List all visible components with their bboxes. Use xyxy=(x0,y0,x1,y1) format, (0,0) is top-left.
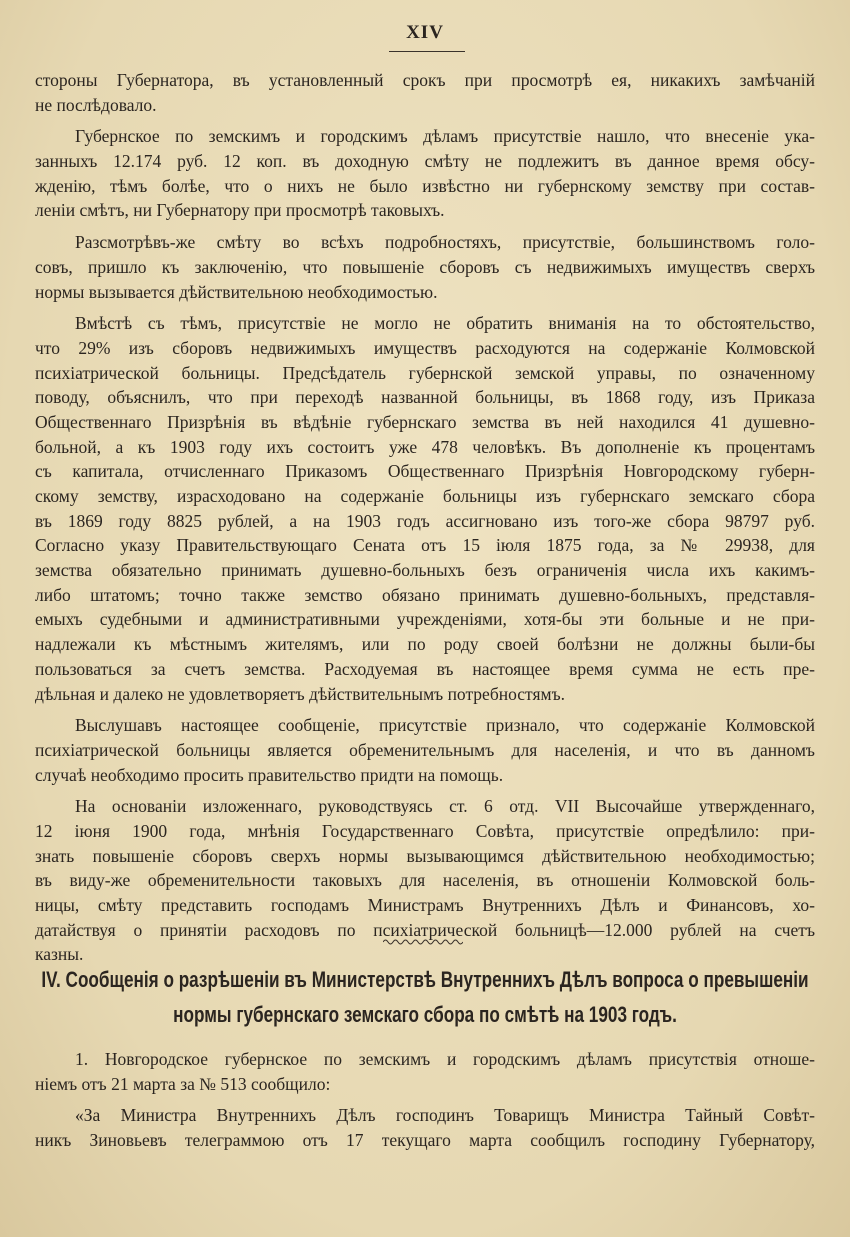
text-line: Согласно указу Правительствующаго Сената отъ 15 іюля 1875 года, за № 29938, для xyxy=(35,535,815,556)
heading-line: IV. Сообщенія о разрѣшеніи въ Министерствѣ Внутреннихъ Дѣлъ вопроса о превышеніи xyxy=(41,967,809,992)
text-line: емыхъ судебными и административными учрежденіями, хотя-бы эти больные и не при- xyxy=(35,609,815,630)
text-line: скому земству, израсходовано на содержаніе больницы изъ губернскаго земскаго сбора xyxy=(35,486,815,506)
section-heading xyxy=(41,962,809,1032)
paragraph xyxy=(35,124,815,223)
text-line: съ капитала, отчисленнаго Приказомъ Общественнаго Призрѣнія Новгородскому губерн- xyxy=(35,461,815,482)
page-number: XIV xyxy=(406,22,444,43)
paragraph xyxy=(35,311,815,706)
text-line: Выслушавъ настоящее сообщеніе, присутствіе признало, что содержаніе Колмовской xyxy=(75,715,815,736)
text-line: «За Министра Внутреннихъ Дѣлъ господинъ Товарищъ Министра Тайный Совѣт- xyxy=(75,1105,815,1126)
text-line: казны. xyxy=(35,944,84,965)
text-line: что 29% изъ сборовъ недвижимыхъ имуществъ расходуются на содержаніе Колмовской xyxy=(35,337,815,358)
section-2-text xyxy=(35,1047,815,1160)
text-line: ницы, смѣту представить господамъ Министрамъ Внутреннихъ Дѣлъ и Финансовъ, хо- xyxy=(35,895,815,915)
paragraph xyxy=(35,230,815,304)
text-line: нормы вызывается дѣйствительною необходимостью. xyxy=(35,281,438,302)
text-line: дѣльная и далеко не удовлетворяетъ дѣйствительнымъ потребностямъ. xyxy=(35,683,566,704)
section-separator xyxy=(383,938,463,946)
text-line: Разсмотрѣвъ-же смѣту во всѣхъ подробностяхъ, присутствіе, большинствомъ голо- xyxy=(75,232,815,253)
text-line: занныхъ 12.174 руб. 12 коп. въ доходную смѣту не подлежитъ въ данное время обсу- xyxy=(35,151,815,172)
text-line: психіатрической больницы является обременительнымъ для населенія, и что въ данномъ xyxy=(35,739,815,760)
text-line: 1. Новгородское губернское по земскимъ и городскимъ дѣламъ присутствія отноше- xyxy=(75,1049,815,1069)
text-line: земства обязательно принимать душевно-больныхъ безъ ограниченія числа ихъ какимъ- xyxy=(35,560,815,581)
text-line: никъ Зиновьевъ телеграммою отъ 17 текущаго марта сообщилъ господину Губернатору, xyxy=(35,1130,815,1151)
text-line: пользоваться за счетъ земства. Расходуемая въ настоящее время сумма не есть пре- xyxy=(35,658,815,679)
paragraph xyxy=(35,1047,815,1096)
text-line: датайствуя о принятіи расходовъ по психіатрической больницѣ—12.000 рублей на счетъ xyxy=(35,919,815,940)
text-line: Вмѣстѣ съ тѣмъ, присутствіе не могло не обратить вниманія на то обстоятельство, xyxy=(75,313,815,334)
text-line: ніемъ отъ 21 марта за № 513 сообщило: xyxy=(35,1073,331,1094)
paragraph xyxy=(35,1103,815,1152)
text-line: жденію, тѣмъ болѣе, что о нихъ не было извѣстно ни губернскому земству при состав- xyxy=(35,175,815,196)
paragraph xyxy=(35,68,815,117)
text-line: либо штатомъ; точно также земство обязано принимать душевно-больныхъ, представля- xyxy=(35,584,815,605)
text-line: больной, а къ 1903 году ихъ состоитъ уже 478 человѣкъ. Въ дополненіе къ процентамъ xyxy=(35,436,815,457)
text-line: леніи смѣтъ, ни Губернатору при просмотрѣ таковыхъ. xyxy=(35,200,445,221)
text-line: въ виду-же обременительности таковыхъ для населенія, въ отношеніи Колмовской боль- xyxy=(35,870,815,891)
paragraph xyxy=(35,713,815,787)
text-line: поводу, объяснилъ, что при переходѣ названной больницы, въ 1868 году, изъ Приказа xyxy=(35,387,815,408)
text-line: На основаніи изложеннаго, руководствуясь ст. 6 отд. VII Высочайше утвержденнаго, xyxy=(75,796,815,817)
text-line: психіатрической больницы. Предсѣдатель губернской земской управы, по означенному xyxy=(35,362,815,383)
text-line: стороны Губернатора, въ установленный срокъ при просмотрѣ ея, никакихъ замѣчаній xyxy=(35,70,815,90)
heading-line: нормы губернскаго земскаго сбора по смѣтѣ на 1903 годъ. xyxy=(173,1002,677,1027)
text-line: случаѣ необходимо просить правительство придти на помощь. xyxy=(35,764,504,785)
section-1-text xyxy=(35,68,815,974)
text-line: надлежали къ мѣстнымъ жителямъ, или по роду своей болѣзни не должны были-бы xyxy=(35,634,815,655)
text-line: въ 1869 году 8825 рублей, а на 1903 годъ ассигновано изъ того-же сбора 98797 руб. xyxy=(35,510,815,531)
text-line: не послѣдовало. xyxy=(35,94,157,115)
text-line: совъ, пришло къ заключенію, что повышеніе сборовъ съ недвижимыхъ имуществъ сверхъ xyxy=(35,256,815,277)
text-line: Общественнаго Призрѣнія въ вѣдѣніе губернскаго земства въ ней находился 41 душевно- xyxy=(35,411,815,432)
text-line: знать повышеніе сборовъ сверхъ нормы вызывающимся дѣйствительною необходимостью; xyxy=(35,845,815,866)
header-rule xyxy=(389,51,465,52)
text-line: 12 іюня 1900 года, мнѣнія Государственнаго Совѣта, присутствіе опредѣлило: при- xyxy=(35,820,815,841)
text-line: Губернское по земскимъ и городскимъ дѣламъ присутствіе нашло, что внесеніе ука- xyxy=(75,126,815,147)
